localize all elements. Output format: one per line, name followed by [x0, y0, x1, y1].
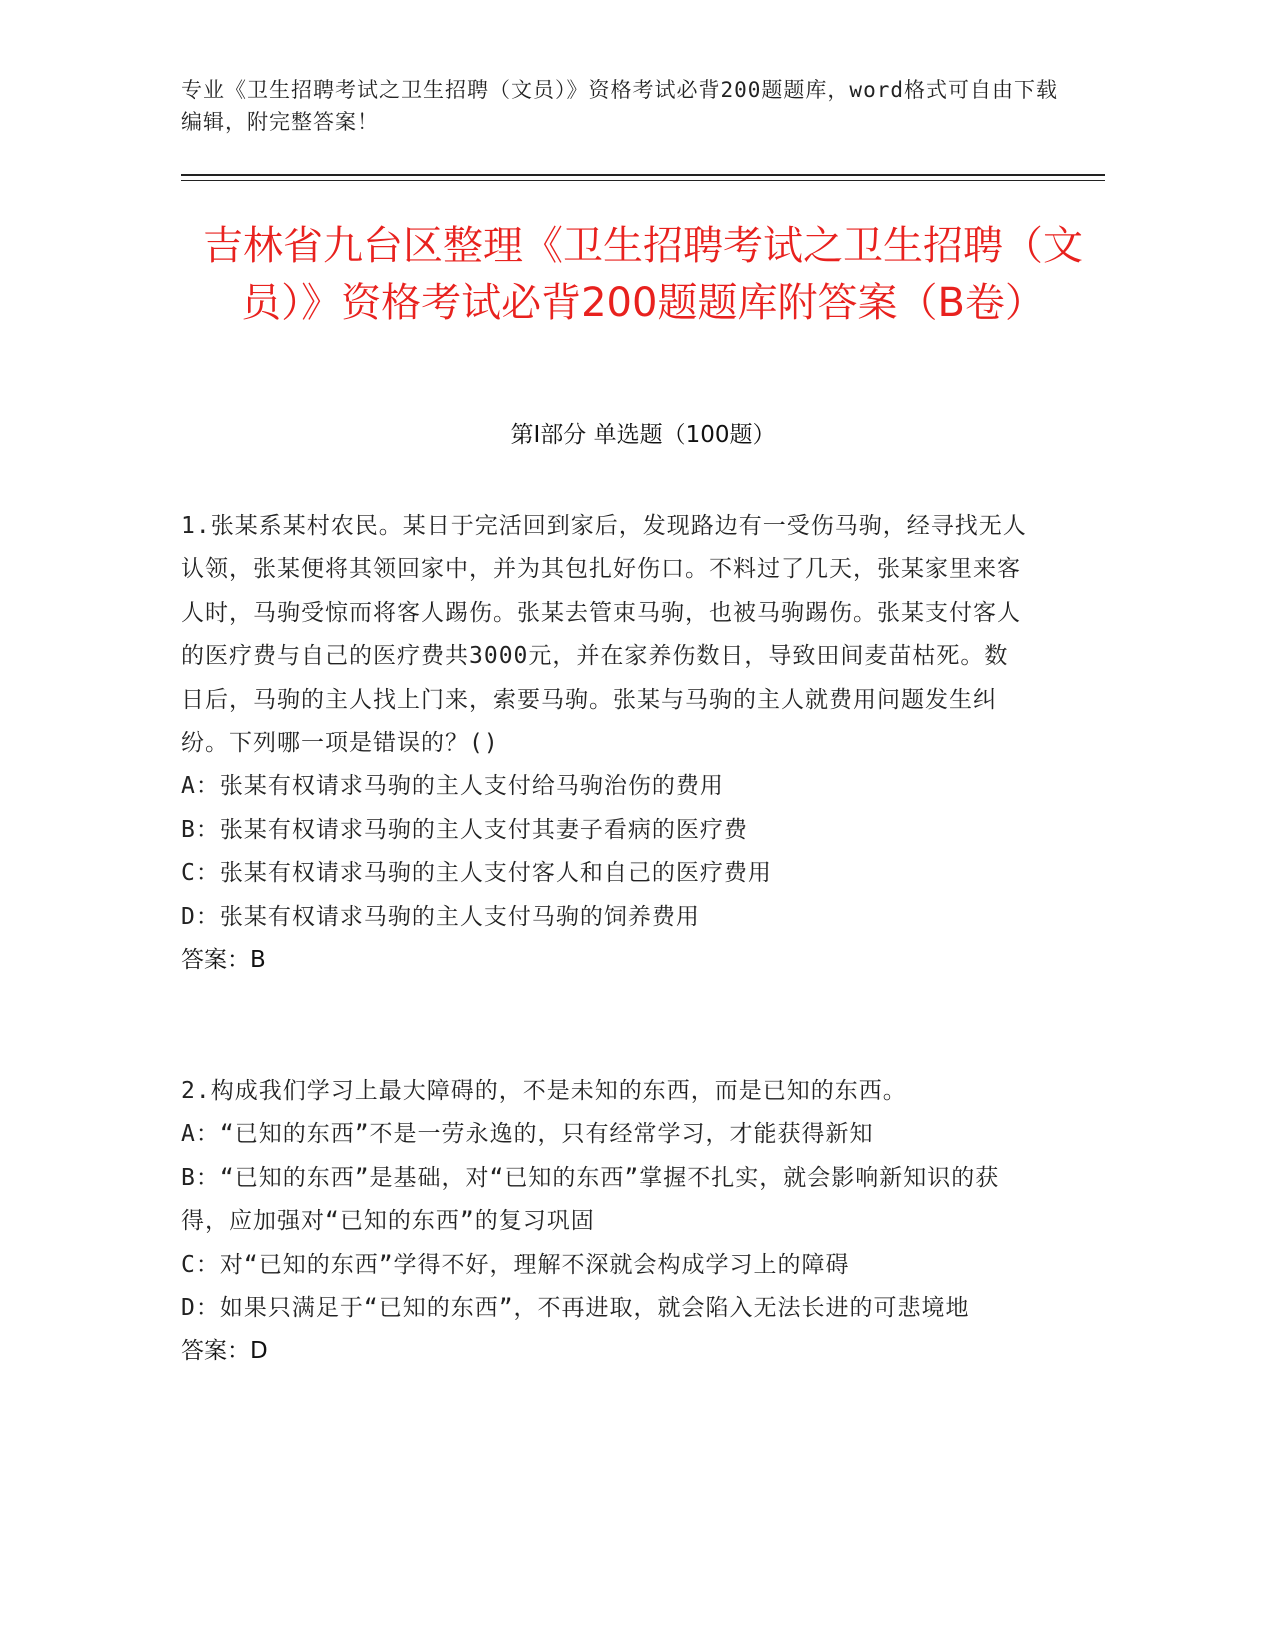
question-1	[181, 505, 1031, 982]
header-rule-thin	[181, 180, 1105, 181]
section-heading: 第Ⅰ部分 单选题（100题）	[510, 422, 776, 448]
header-rule-thick	[181, 174, 1105, 176]
document-title: 吉林省九台区整理《卫生招聘考试之卫生招聘（文员）》资格考试必背200题题库附答案（B卷）	[203, 223, 1083, 326]
option-b: B：“已知的东西”是基础，对“已知的东西”掌握不扎实，就会影响新知识的获得，应加强对“已知的东西”的复习巩固	[181, 1164, 1000, 1235]
option-d: D：张某有权请求马驹的主人支付马驹的饲养费用	[181, 903, 700, 930]
option-c: C：对“已知的东西”学得不好，理解不深就会构成学习上的障碍	[181, 1251, 850, 1278]
answer: 答案：B	[181, 947, 266, 974]
option-a: A：张某有权请求马驹的主人支付给马驹治伤的费用	[181, 773, 724, 800]
option-d: D：如果只满足于“已知的东西”，不再进取，就会陷入无法长进的可悲境地	[181, 1295, 970, 1322]
question-stem: 1.张某系某村农民。某日于完活回到家后，发现路边有一受伤马驹，经寻找无人认领，张某便将其领回家中，并为其包扎好伤口。不料过了几天，张某家里来客人时，马驹受惊而将客人踢伤。张某去管束马驹，也被马驹踢伤。张某支付客人的医疗费与自己的医疗费共3000元，并在家养伤数日，导致田间麦苗枯死。数日后，马驹的主人找上门来，索要马驹。张某与马驹的主人就费用问题发生纠纷。下列哪一项是错误的？()	[181, 513, 1027, 757]
option-b: B：张某有权请求马驹的主人支付其妻子看病的医疗费	[181, 816, 748, 843]
option-a: A：“已知的东西”不是一劳永逸的，只有经常学习，才能获得新知	[181, 1121, 874, 1148]
header-note: 专业《卫生招聘考试之卫生招聘（文员）》资格考试必背200题题库，word格式可自由下载编辑，附完整答案！	[181, 78, 1058, 134]
answer: 答案：D	[181, 1338, 268, 1365]
option-c: C：张某有权请求马驹的主人支付客人和自己的医疗费用	[181, 860, 772, 887]
question-2	[181, 1070, 1031, 1374]
question-stem: 2.构成我们学习上最大障碍的，不是未知的东西，而是已知的东西。	[181, 1078, 907, 1104]
